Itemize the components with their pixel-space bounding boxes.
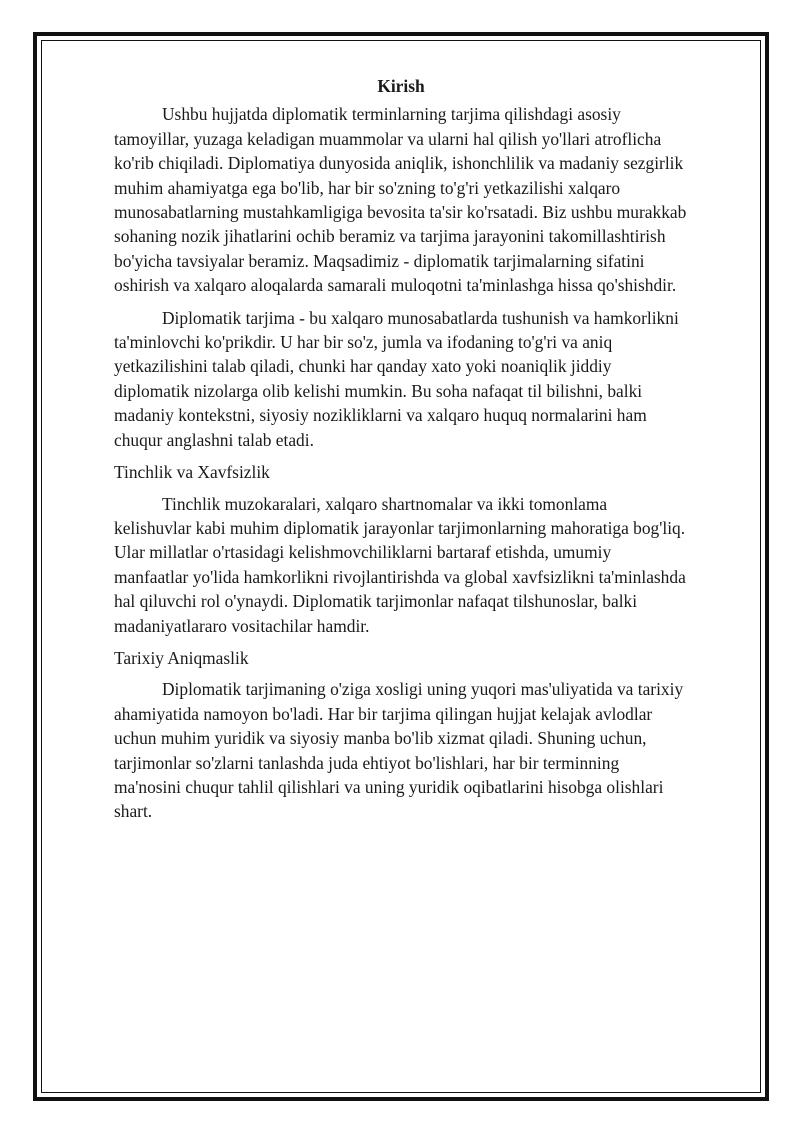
section-paragraph-peace-security: Tinchlik muzokaralari, xalqaro shartnomalar va ikki tomonlama kelishuvlar kabi muhim diplomatik jarayonlar tarjimonlarning mahoratiga bog'liq. Ular millatlar o'rtasidagi kelishmovchiliklarni bartaraf etishda, umumiy manfaatlar yo'lida hamkorlikni rivojlantirishda va global xavfsizlikni ta'minlashda hal qiluvchi rol o'ynaydi. Diplomatik tarjimonlar nafaqat tilshunoslar, balki madaniyatlararo vositachilar hamdir. <box>114 493 686 636</box>
document-title: Kirish <box>377 76 425 96</box>
section-paragraph-historical: Diplomatik tarjimaning o'ziga xosligi uning yuqori mas'uliyatida va tarixiy ahamiyatida namoyon bo'ladi. Har bir tarjima qilingan hujjat kelajak avlodlar uchun muhim yuridik va siyosiy manba bo'lib xizmat qiladi. Shuning uchun, tarjimonlar so'zlarni tanlashda juda ehtiyot bo'lishlari, har bir terminning ma'nosini chuqur tahlil qilishlari va uning yuridik oqibatlarini hisobga olishlari shart. <box>114 679 684 822</box>
intro-paragraph-2: Diplomatik tarjima - bu xalqaro munosabatlarda tushunish va hamkorlikni ta'minlovchi ko'prikdir. U har bir so'z, jumla va ifodaning to'g'ri va aniq yetkazilishini talab qiladi, chunki har qanday xato yoki noaniqlik jiddiy diplomatik nizolarga olib kelishi mumkin. Bu soha nafaqat til bilishni, balki madaniy kontekstni, siyosiy nozikliklarni va xalqaro huquq normalarini ham chuqur anglashni talab etadi. <box>114 307 679 450</box>
intro-paragraph-1: Ushbu hujjatda diplomatik terminlarning tarjima qilishdagi asosiy tamoyillar, yuzaga keladigan muammolar va ularni hal qilish yo'llari atroflicha ko'rib chiqiladi. Diplomatiya dunyosida aniqlik, ishonchlilik va madaniy sezgirlik muhim ahamiyatga ega bo'lib, har bir so'zning to'g'ri yetkazilishi xalqaro munosabatlarning mustahkamligiga bevosita ta'sir ko'rsatadi. Biz ushbu murakkab sohaning nozik jihatlarini ochib beramiz va tarjima jarayonini takomillashtirish bo'yicha tavsiyalar beramiz. Maqsadimiz - diplomatik tarjimalarning sifatini oshirish va xalqaro aloqalarda samarali muloqotni ta'minlashga hissa qo'shishdir. <box>114 104 687 296</box>
section-heading-historical: Tarixiy Aniqmaslik <box>114 647 249 668</box>
document-body <box>114 74 688 832</box>
section-heading-peace-security: Tinchlik va Xavfsizlik <box>114 462 270 483</box>
